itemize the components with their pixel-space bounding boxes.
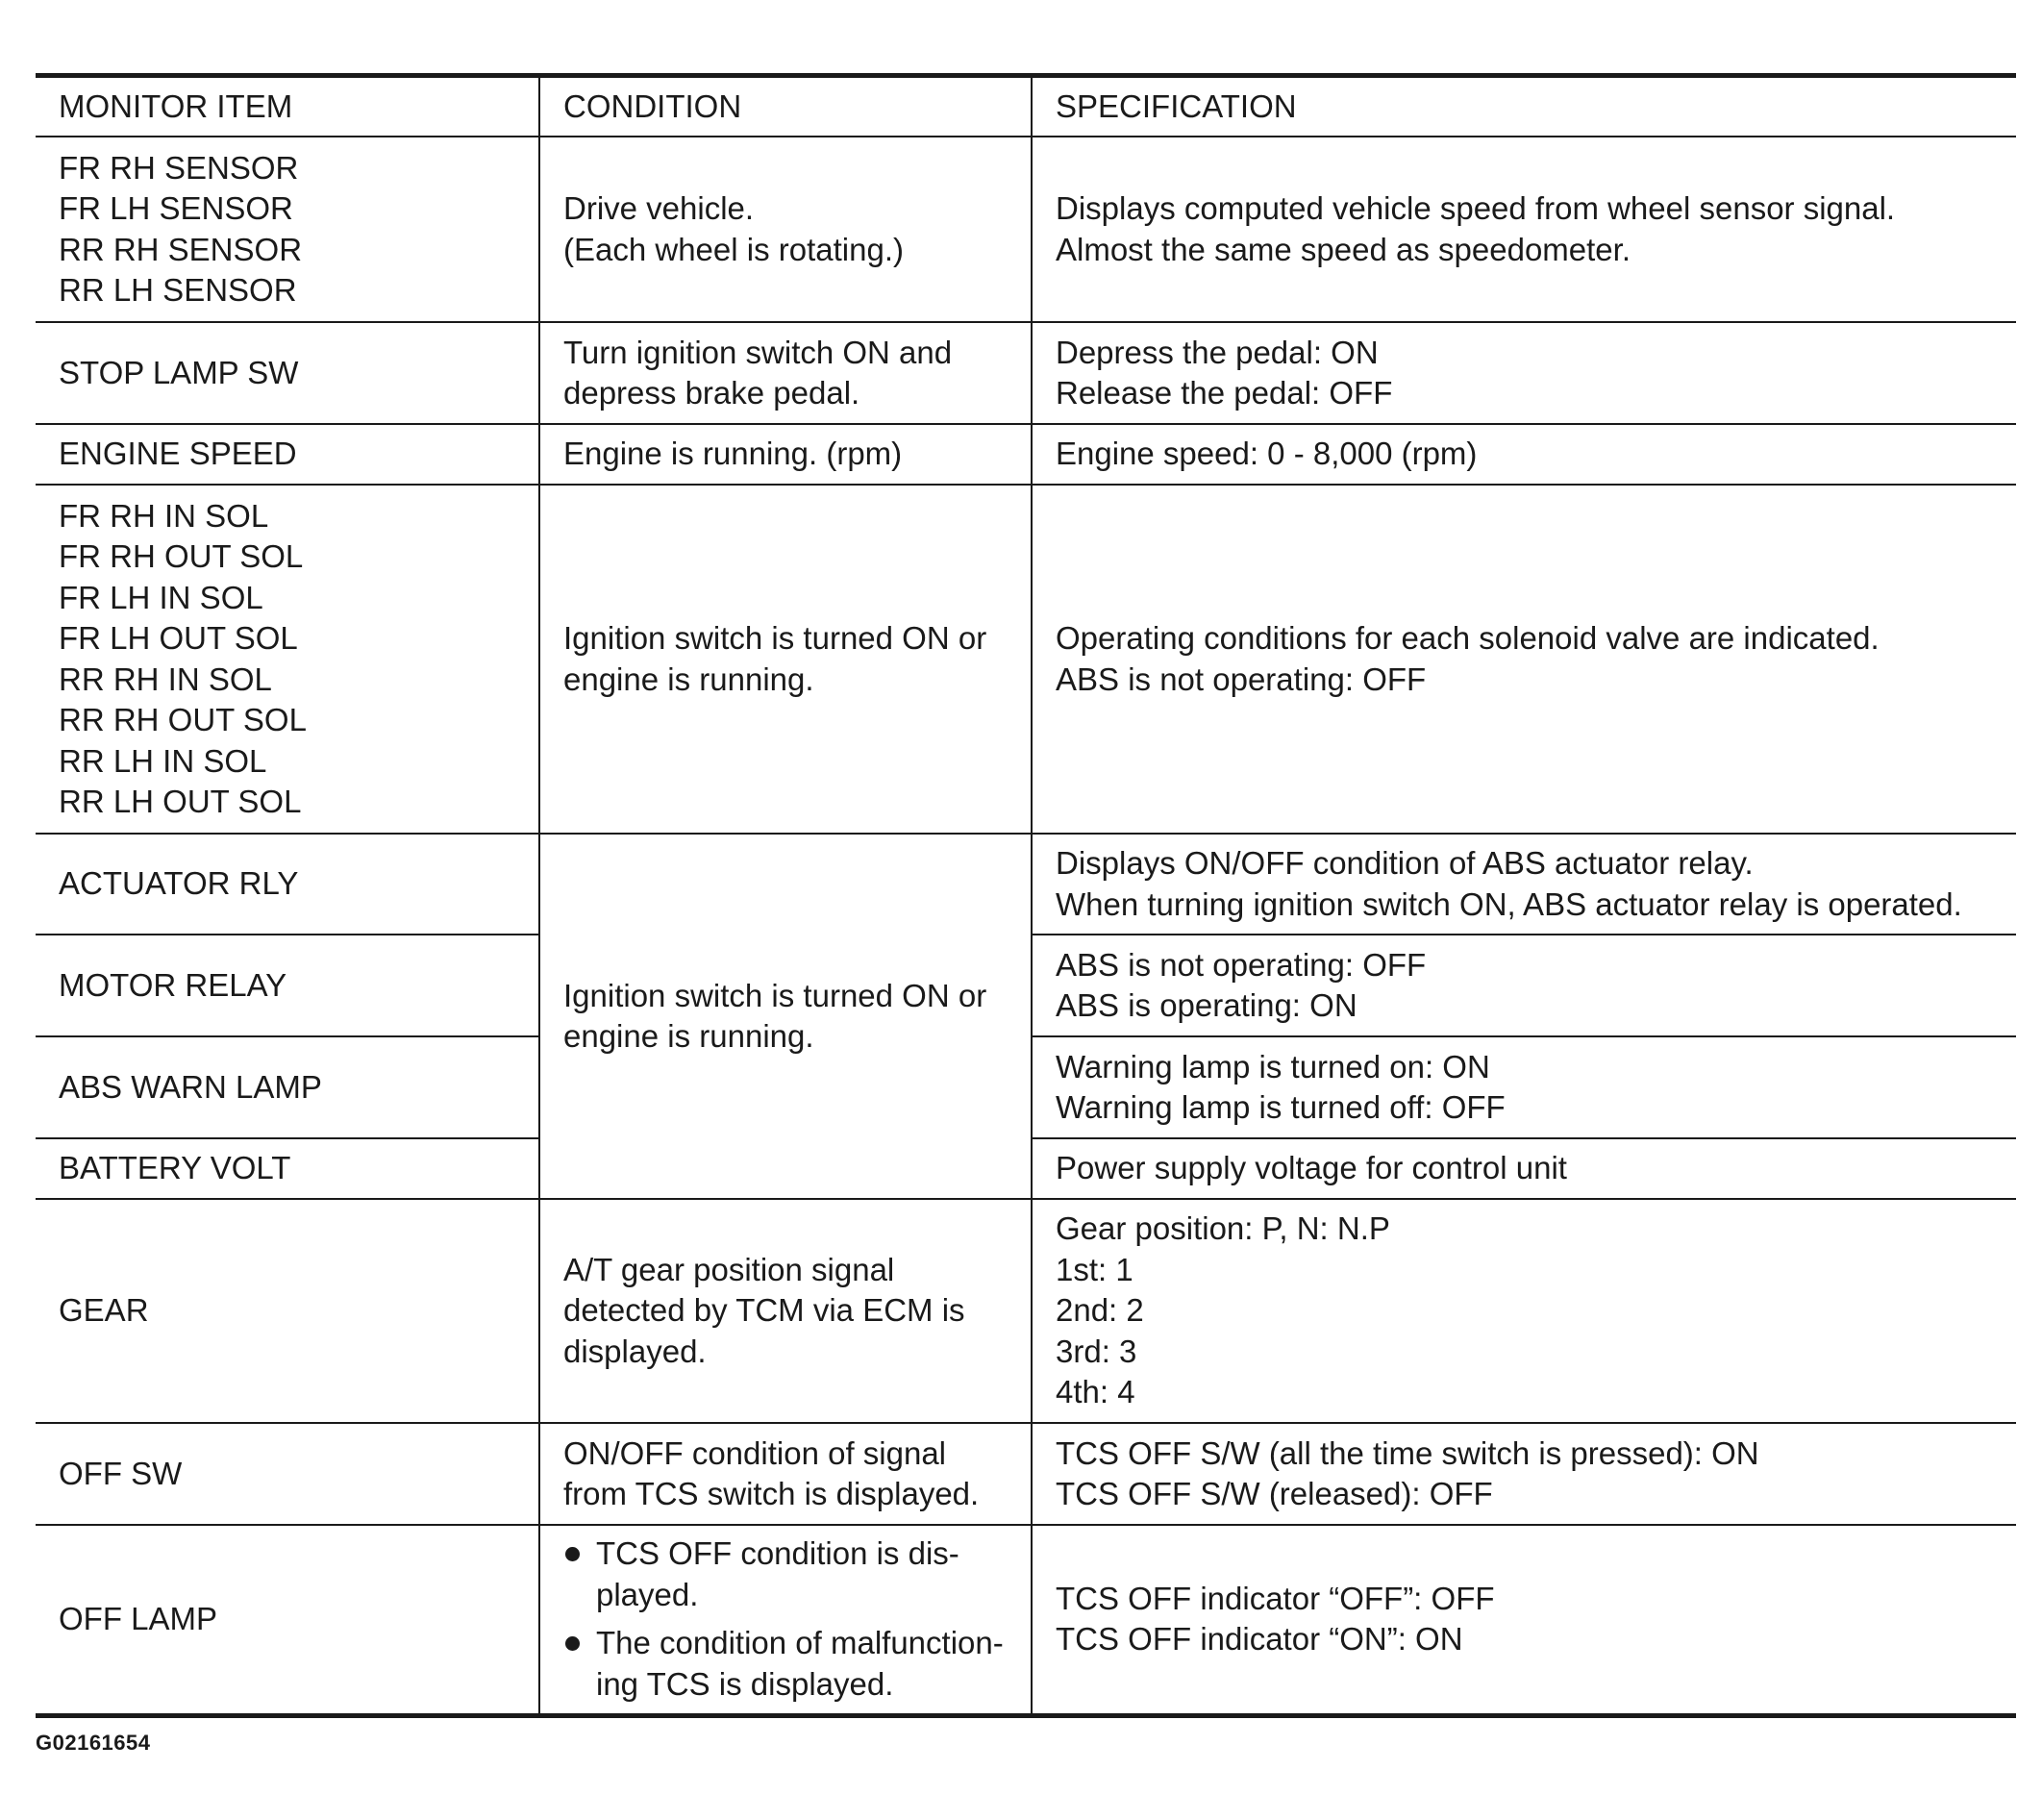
specification-text: ABS is not operating: OFF [1056,946,1427,983]
condition-text: detected by TCM via ECM is [563,1292,965,1329]
condition-cell [539,485,1032,834]
monitor-item: ABS WARN LAMP [59,1068,322,1105]
condition-text: engine is running. [563,661,814,697]
specification-text: 3rd: 3 [1056,1333,1137,1369]
monitor-item: RR LH OUT SOL [59,784,302,819]
table-row [36,1525,2016,1715]
specification-text: Operating conditions for each solenoid valve are indicated. [1056,620,1880,656]
condition-text: engine is running. [563,1018,814,1054]
specification-text: TCS OFF indicator “OFF”: OFF [1056,1580,1495,1616]
specification-text: ABS is operating: ON [1056,987,1357,1023]
specification-text: 2nd: 2 [1056,1292,1144,1329]
specification-text: Gear position: P, N: N.P [1056,1210,1390,1247]
specification-text: Displays ON/OFF condition of ABS actuator relay. [1056,845,1754,881]
condition-text: The condition of malfunction- [596,1625,1004,1661]
monitor-item: FR LH IN SOL [59,579,263,615]
specification-text: TCS OFF S/W (released): OFF [1056,1476,1493,1511]
monitor-item: RR RH SENSOR [59,231,303,267]
specification-text: Engine speed: 0 - 8,000 (rpm) [1056,436,1478,472]
condition-text: Engine is running. (rpm) [563,436,903,472]
monitor-item: FR RH SENSOR [59,149,299,186]
condition-cell [539,1525,1032,1715]
monitor-item: FR LH SENSOR [59,190,293,226]
monitor-item-cell [36,1199,539,1423]
specification-text: 1st: 1 [1056,1251,1133,1287]
specification-text: Displays computed vehicle speed from wheel sensor signal. [1056,190,1896,226]
monitor-item: BATTERY VOLT [59,1150,291,1186]
figure-id: G02161654 [36,1731,151,1755]
condition-text: A/T gear position signal [563,1251,895,1287]
monitor-item-cell [36,424,539,485]
specification-cell [1032,1423,2016,1525]
header-condition: CONDITION [539,76,1032,137]
monitor-item: RR LH IN SOL [59,742,267,779]
condition-bullet-list [563,1533,1031,1705]
condition-text: played. [596,1576,699,1612]
table-row [36,1423,2016,1525]
monitor-item-cell [36,834,539,935]
monitor-item: ACTUATOR RLY [59,865,299,902]
condition-text: displayed. [563,1333,707,1369]
table-header-row [36,76,2016,137]
monitor-item: RR RH IN SOL [59,661,272,697]
condition-cell [539,322,1032,424]
monitor-item: OFF SW [59,1455,183,1491]
monitor-item-cell [36,1036,539,1138]
condition-text: ing TCS is displayed. [596,1665,894,1702]
monitor-item-table [36,73,2016,1718]
monitor-item: RR LH SENSOR [59,272,297,308]
monitor-item: FR RH IN SOL [59,497,269,534]
condition-cell [539,137,1032,322]
monitor-item: GEAR [59,1292,149,1329]
monitor-item: FR LH OUT SOL [59,620,298,656]
table-row [36,424,2016,485]
monitor-item-cell [36,1138,539,1199]
specification-text: ABS is not operating: OFF [1056,661,1427,697]
condition-text: Ignition switch is turned ON or [563,620,987,656]
condition-text: (Each wheel is rotating.) [563,231,904,267]
monitor-item: OFF LAMP [59,1601,218,1636]
header-specification: SPECIFICATION [1032,76,2016,137]
condition-text: TCS OFF condition is dis- [596,1535,959,1572]
specification-text: Warning lamp is turned on: ON [1056,1048,1490,1085]
specification-text: Warning lamp is turned off: OFF [1056,1089,1506,1125]
monitor-item: MOTOR RELAY [59,966,287,1003]
specification-text: Release the pedal: OFF [1056,375,1393,411]
specification-text: When turning ignition switch ON, ABS actuator relay is operated. [1056,885,1962,922]
condition-cell [539,834,1032,1199]
specification-cell [1032,1036,2016,1138]
condition-text: depress brake pedal. [563,375,860,411]
specification-cell [1032,137,2016,322]
monitor-item-cell [36,137,539,322]
table-row [36,834,2016,935]
monitor-item-cell [36,322,539,424]
condition-text: Drive vehicle. [563,190,755,226]
monitor-item-cell [36,935,539,1036]
specification-cell [1032,1199,2016,1423]
table-row [36,1199,2016,1423]
specification-cell [1032,322,2016,424]
table-row [36,322,2016,424]
specification-text: 4th: 4 [1056,1374,1135,1410]
specification-text: Power supply voltage for control unit [1056,1150,1567,1186]
header-monitor-item: MONITOR ITEM [36,76,539,137]
monitor-item: STOP LAMP SW [59,354,299,390]
condition-text: from TCS switch is displayed. [563,1476,980,1511]
condition-cell [539,1423,1032,1525]
monitor-item: RR RH OUT SOL [59,702,307,737]
condition-cell [539,1199,1032,1423]
condition-text: ON/OFF condition of signal [563,1434,946,1471]
condition-text: Ignition switch is turned ON or [563,977,987,1013]
specification-text: TCS OFF indicator “ON”: ON [1056,1621,1463,1658]
specification-cell [1032,485,2016,834]
specification-cell [1032,834,2016,935]
bullet-item [563,1533,1031,1615]
specification-text: Almost the same speed as speedometer. [1056,231,1631,267]
specification-cell [1032,935,2016,1036]
condition-text: Turn ignition switch ON and [563,334,953,370]
bullet-item [563,1623,1031,1705]
monitor-item-cell [36,485,539,834]
table-row [36,137,2016,322]
specification-cell [1032,424,2016,485]
monitor-item-cell [36,1525,539,1715]
specification-text: TCS OFF S/W (all the time switch is pressed): ON [1056,1434,1759,1471]
condition-cell [539,424,1032,485]
specification-text: Depress the pedal: ON [1056,334,1379,370]
monitor-item: ENGINE SPEED [59,436,297,472]
specification-cell [1032,1525,2016,1715]
monitor-item-cell [36,1423,539,1525]
table-row [36,485,2016,834]
specification-cell [1032,1138,2016,1199]
monitor-item: FR RH OUT SOL [59,538,304,574]
